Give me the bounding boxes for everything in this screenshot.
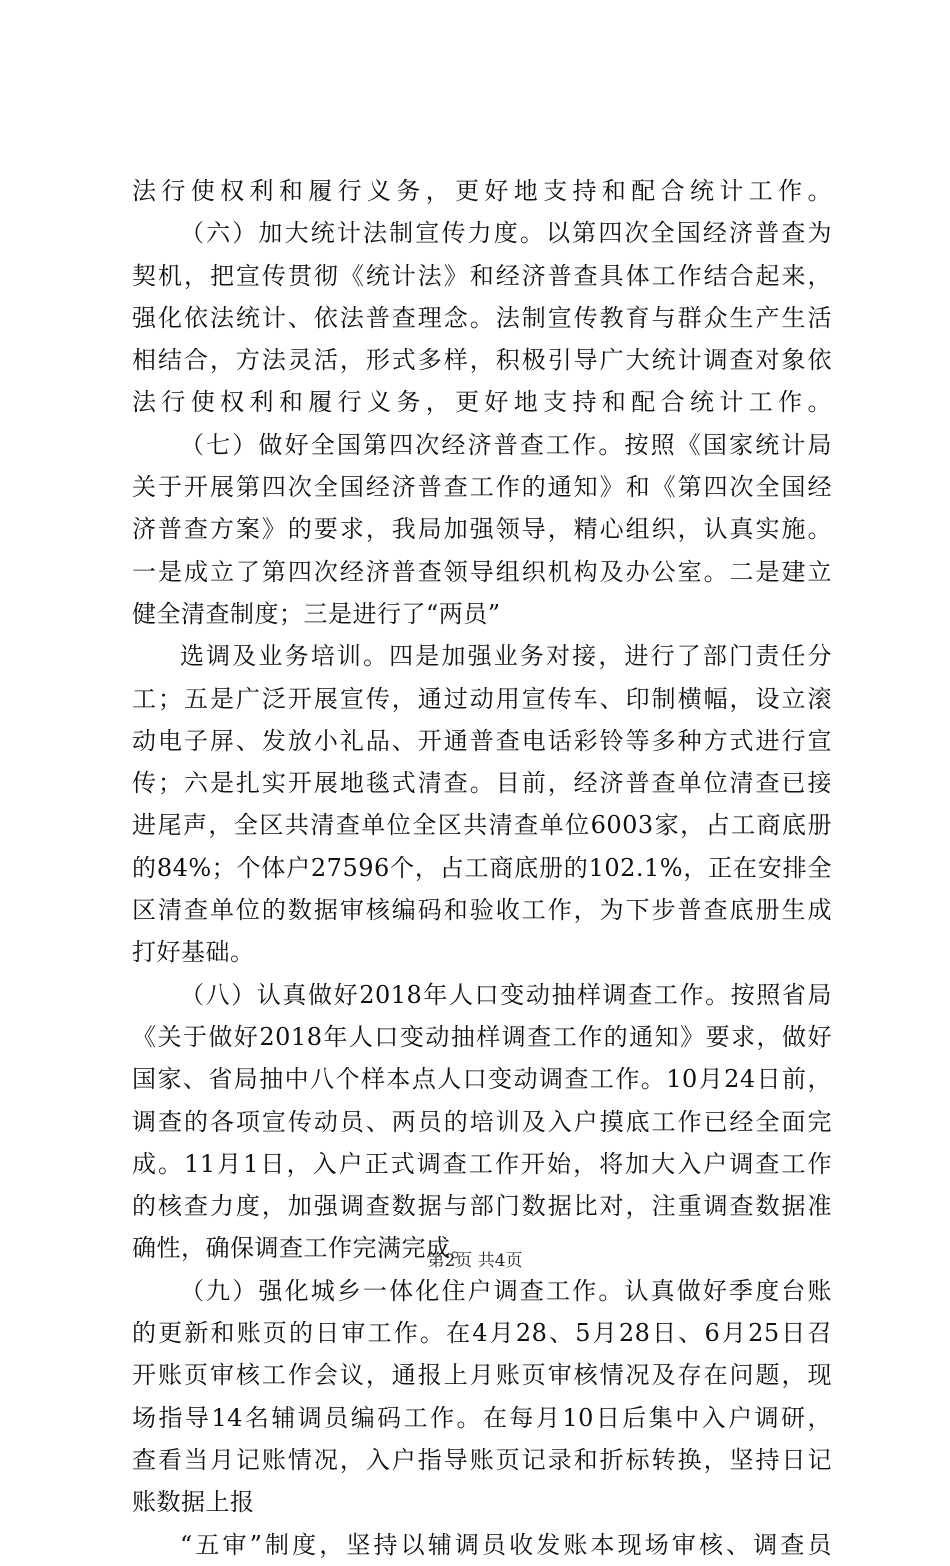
text-line: 法行使权利和履行义务，更好地支持和配合统计工作。 [132, 388, 832, 417]
page-footer: 第2页 共4页 [427, 1251, 523, 1271]
text-line: 国家、省局抽中八个样本点人口变动调查工作。10月24日前， [132, 1065, 832, 1094]
text-line: 动电子屏、发放小礼品、开通普查电话彩铃等多种方式进行宣 [132, 726, 832, 755]
text-line: 调查的各项宣传动员、两员的培训及入户摸底工作已经全面完 [132, 1107, 832, 1136]
text-line: （九）强化城乡一体化住户调查工作。认真做好季度台账 [180, 1276, 832, 1305]
text-line: （八）认真做好2018年人口变动抽样调查工作。按照省局 [180, 980, 832, 1009]
text-line: （七）做好全国第四次经济普查工作。按照《国家统计局 [180, 430, 832, 459]
text-line: 查看当月记账情况，入户指导账页记录和折标转换，坚持日记 [132, 1445, 832, 1474]
text-line: “五审”制度，坚持以辅调员收发账本现场审核、调查员 [180, 1530, 832, 1559]
text-line: 场指导14名辅调员编码工作。在每月10日后集中入户调研， [132, 1403, 832, 1432]
text-line: 关于开展第四次全国经济普查工作的通知》和《第四次全国经 [132, 473, 832, 502]
text-line: 一是成立了第四次经济普查领导组织机构及办公室。二是建立 [132, 557, 832, 586]
text-line: 账数据上报 [132, 1488, 255, 1517]
text-line: 健全清查制度；三是进行了“两员” [132, 599, 501, 628]
text-line: 工；五是广泛开展宣传，通过动用宣传车、印制横幅，设立滚 [132, 684, 832, 713]
text-line: 济普查方案》的要求，我局加强领导，精心组织，认真实施。 [132, 515, 832, 544]
text-line: 的核查力度，加强调查数据与部门数据比对，注重调查数据准 [132, 1192, 832, 1221]
text-line: （六）加大统计法制宣传力度。以第四次全国经济普查为 [180, 219, 832, 248]
text-line: 进尾声，全区共清查单位全区共清查单位6003家，占工商底册 [132, 811, 832, 840]
text-line: 打好基础。 [132, 938, 255, 967]
text-line: 选调及业务培训。四是加强业务对接，进行了部门责任分 [180, 642, 832, 671]
text-line: 确性，确保调查工作完满完成。 [132, 1234, 475, 1263]
text-line: 相结合，方法灵活，形式多样，积极引导广大统计调查对象依 [132, 346, 832, 375]
text-line: 的84%；个体户27596个，占工商底册的102.1%，正在安排全 [132, 853, 832, 882]
text-line: 传；六是扎实开展地毯式清查。目前，经济普查单位清查已接 [132, 769, 832, 798]
text-line: 《关于做好2018年人口变动抽样调查工作的通知》要求，做好 [132, 1022, 832, 1051]
document-body [132, 170, 832, 1566]
text-line: 契机，把宣传贯彻《统计法》和经济普查具体工作结合起来， [132, 261, 832, 290]
text-line: 强化依法统计、依法普查理念。法制宣传教育与群众生产生活 [132, 303, 832, 332]
text-line: 的更新和账页的日审工作。在4月28、5月28日、6月25日召 [132, 1319, 832, 1348]
text-line: 法行使权利和履行义务，更好地支持和配合统计工作。 [132, 177, 832, 205]
text-line: 区清查单位的数据审核编码和验收工作，为下步普查底册生成 [132, 896, 832, 925]
text-line: 成。11月1日，入户正式调查工作开始，将加大入户调查工作 [132, 1149, 832, 1178]
text-line: 开账页审核工作会议，通报上月账页审核情况及存在问题，现 [132, 1361, 832, 1390]
